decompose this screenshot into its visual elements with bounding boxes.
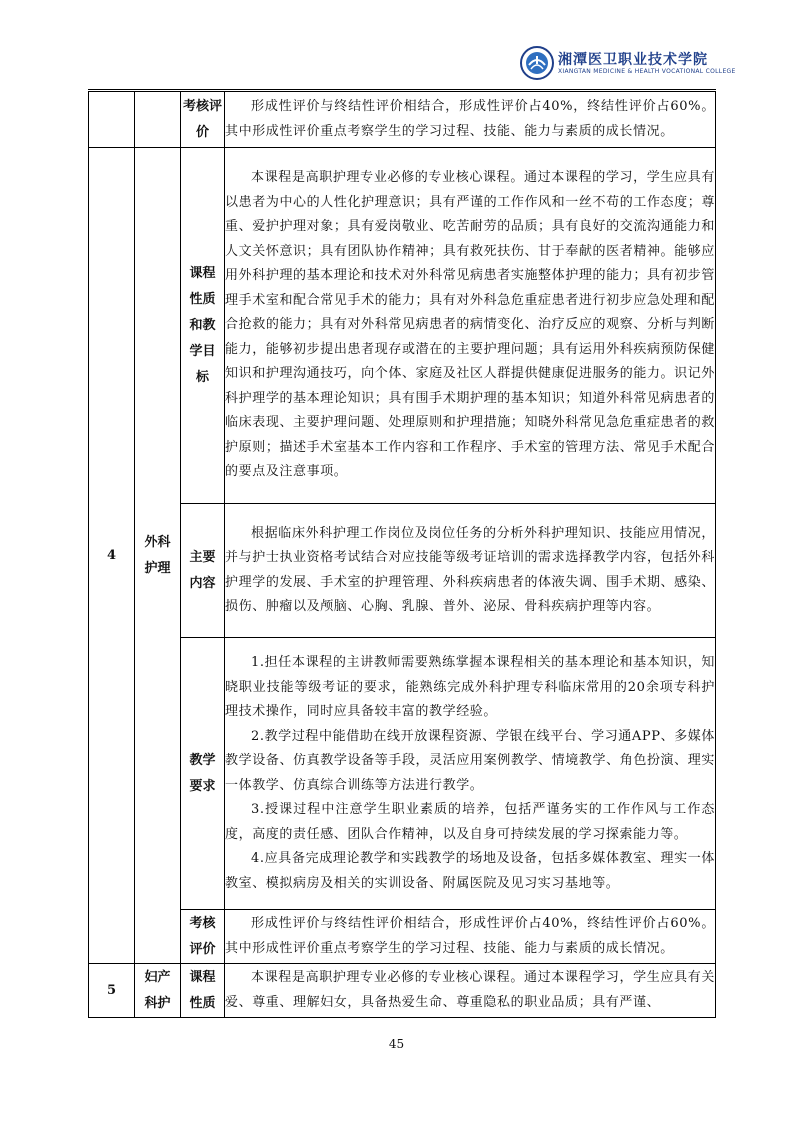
row-content-cell xyxy=(225,92,716,148)
table-row xyxy=(89,92,716,148)
course-name-cell xyxy=(135,148,181,964)
paragraph: 4.应具备完成理论教学和实践教学的场地及设备，包括多媒体教室、理实一体教室、模拟病房及相关的实训设备、附属医院及见习实习基地等。 xyxy=(225,851,715,891)
paragraph: 2.教学过程中能借助在线开放课程资源、学银在线平台、学习通APP、多媒体教学设备、仿真教学设备等手段，灵活应用案例教学、情境教学、角色扮演、理实一体教学、仿真综合训练等方法进行教学。 xyxy=(225,728,715,793)
row-label-cell xyxy=(181,92,225,148)
course-name: 妇产科护 xyxy=(144,969,171,1011)
table-row xyxy=(89,148,716,504)
row-label-cell xyxy=(181,504,225,638)
row-label: 考核评价 xyxy=(182,98,222,140)
school-name-en: XIANGTAN MEDICINE & HEALTH VOCATIONAL COLLEGE xyxy=(558,68,736,75)
header-rule xyxy=(88,89,716,90)
curriculum-table xyxy=(88,91,716,1018)
row-label: 考核评价 xyxy=(189,915,216,957)
row-label-cell xyxy=(181,910,225,964)
row-content-cell xyxy=(225,504,716,638)
school-logo xyxy=(520,46,745,80)
row-label: 课程性质和教学目标 xyxy=(189,265,216,385)
table-row xyxy=(89,910,716,964)
course-number: 5 xyxy=(106,983,117,998)
school-emblem-icon xyxy=(520,46,554,80)
paragraph: 本课程是高职护理专业必修的专业核心课程。通过本课程学习，学生应具有关爱、尊重、理解妇女，具备热爱生命、尊重隐私的职业品质；具有严谨、 xyxy=(225,970,715,1010)
page-header xyxy=(0,0,793,88)
course-number: 4 xyxy=(106,548,117,563)
school-name-cn: 湘潭医卫职业技术学院 xyxy=(558,52,708,68)
course-number-cell xyxy=(89,148,135,964)
table-row xyxy=(89,964,716,1018)
row-label-cell xyxy=(181,964,225,1018)
row-content-cell xyxy=(225,148,716,504)
paragraph: 本课程是高职护理专业必修的专业核心课程。通过本课程的学习，学生应具有以患者为中心的人性化护理意识；具有严谨的工作作风和一丝不苟的工作态度；尊重、爱护护理对象；具有爱岗敬业、吃苦耐劳的品质；具有良好的交流沟通能力和人文关怀意识；具有团队协作精神；具有救死扶伤、甘于奉献的医者精神。能够应用外科护理的基本理论和技术对外科常见病患者实施整体护理的能力；具有初步管理手术室和配合常见手术的能力；具有对外科急危重症患者进行初步应急处理和配合抢救的能力；具有对外科常见病患者的病情变化、治疗反应的观察、分析与判断能力，能够初步提出患者现存或潜在的主要护理问题；具有运用外科疾病预防保健知识和护理沟通技巧，向个体、家庭及社区人群提供健康促进服务的能力。识记外科护理学的基本理论知识；具有围手术期护理的基本知识；知道外科常见病患者的临床表现、主要护理问题、处理原则和护理措施；知晓外科常见急危重症患者的救护原则；描述手术室基本工作内容和工作程序、手术室的管理方法、常见手术配合的要点及注意事项。 xyxy=(225,170,715,480)
table-row xyxy=(89,504,716,638)
paragraph: 1.担任本课程的主讲教师需要熟练掌握本课程相关的基本理论和基本知识，知晓职业技能等级考证的要求，能熟练完成外科护理专科临床常用的20余项专科护理技术操作，同时应具备较丰富的教学经验。 xyxy=(225,655,715,719)
course-name-cell xyxy=(135,92,181,148)
paragraph: 形成性评价与终结性评价相结合，形成性评价占40%，终结性评价占60%。其中形成性评价重点考察学生的学习过程、技能、能力与素质的成长情况。 xyxy=(225,99,715,139)
course-number-cell xyxy=(89,92,135,148)
row-label-cell xyxy=(181,148,225,504)
row-content-cell xyxy=(225,638,716,910)
course-name-cell xyxy=(135,964,181,1018)
paragraph: 3.授课过程中注意学生职业素质的培养，包括严谨务实的工作作风与工作态度，高度的责任感、团队合作精神，以及自身可持续发展的学习探索能力等。 xyxy=(225,802,715,842)
row-label: 课程性质 xyxy=(189,969,216,1011)
row-label: 主要内容 xyxy=(189,549,216,591)
row-content-cell xyxy=(225,910,716,964)
course-number-cell xyxy=(89,964,135,1018)
page-number: 45 xyxy=(388,1037,405,1051)
paragraph: 形成性评价与终结性评价相结合，形成性评价占40%，终结性评价占60%。其中形成性评价重点考察学生的学习过程、技能、能力与素质的成长情况。 xyxy=(225,916,715,956)
table-row xyxy=(89,638,716,910)
row-label: 教学要求 xyxy=(189,752,216,794)
paragraph: 根据临床外科护理工作岗位及岗位任务的分析外科护理知识、技能应用情况，并与护士执业资格考试结合对应技能等级考证培训的需求选择教学内容，包括外科护理学的发展、手术室的护理管理、外科疾病患者的体液失调、围手术期、感染、损伤、肿瘤以及颅脑、心胸、乳腺、普外、泌尿、骨科疾病护理等内容。 xyxy=(225,525,715,614)
row-content-cell xyxy=(225,964,716,1018)
row-label-cell xyxy=(181,638,225,910)
course-name: 外科护理 xyxy=(144,534,171,576)
